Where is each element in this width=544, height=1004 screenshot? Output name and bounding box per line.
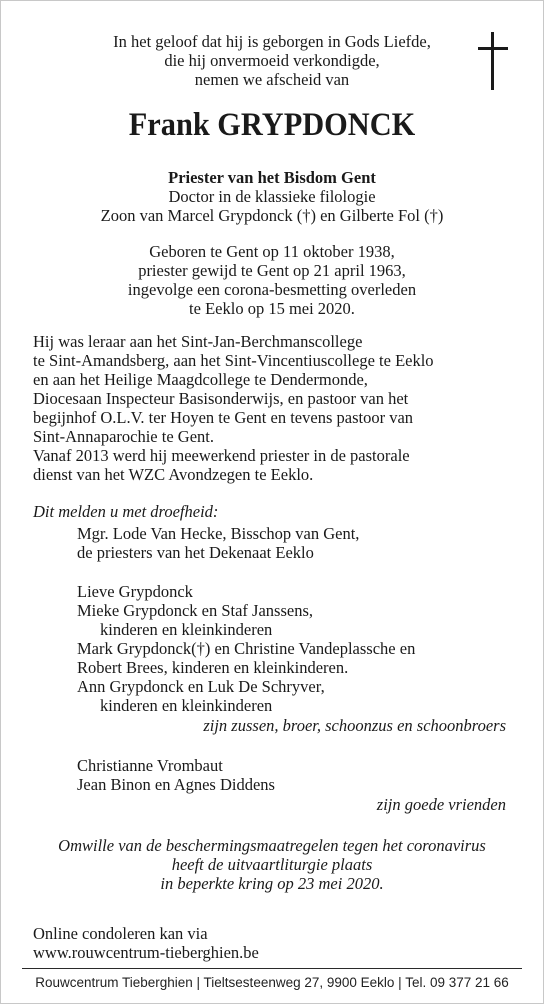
notice-line-3: in beperkte kring op 23 mei 2020. [160,874,384,893]
family-line-2: Mieke Grypdonck en Staf Janssens, [77,601,313,620]
notice-line-1: Omwille van de beschermingsmaatregelen tegen het coronavirus [58,836,486,855]
family-line-6: Ann Grypdonck en Luk De Schryver, [77,677,325,696]
bio-line-4: Diocesaan Inspecteur Basisonderwijs, en pastoor van het [33,389,409,408]
online-text: Online condoleren kan via [33,924,208,943]
bio-line-5: begijnhof O.L.V. ter Hoyen te Gent en tevens pastoor van [33,408,414,427]
online-website-link[interactable]: www.rouwcentrum-tieberghien.be [33,943,259,962]
bio-line-3: en aan het Heilige Maagdcollege te Dendermonde, [33,370,368,389]
family-line-1: Lieve Grypdonck [77,582,193,601]
family-relation-note: zijn zussen, broer, schoonzus en schoonbroers [203,716,506,735]
family-line-3: kinderen en kleinkinderen [100,620,273,639]
bio-line-8: dienst van het WZC Avondzegen te Eeklo. [33,465,314,484]
deceased-name: Frank GRYPDONCK [128,107,416,143]
clergy-line-2: de priesters van het Dekenaat Eeklo [77,543,314,562]
bio-line-7: Vanaf 2013 werd hij meewerkend priester in de pastorale [33,446,410,465]
friend-line-1: Christianne Vrombaut [77,756,223,775]
footer-contact: Rouwcentrum Tieberghien | Tieltsesteenweg 27, 9900 Eeklo | Tel. 09 377 21 66 [35,975,509,990]
birth-line-3: ingevolge een corona-besmetting overleden [127,280,417,299]
bio-line-1: Hij was leraar aan het Sint-Jan-Berchmanscollege [33,332,363,351]
intro-line-2: die hij onvermoeid verkondigde, [164,51,380,70]
friend-line-2: Jean Binon en Agnes Diddens [77,775,275,794]
footer-divider [22,968,522,969]
bio-line-2: te Sint-Amandsberg, aan het Sint-Vincentiuscollege te Eeklo [33,351,434,370]
birth-line-4: te Eeklo op 15 mei 2020. [189,299,355,318]
title-doctor: Doctor in de klassieke filologie [168,187,376,206]
notice-line-2: heeft de uitvaartliturgie plaats [171,855,373,874]
intro-line-3: nemen we afscheid van [194,70,350,89]
intro-line-1: In het geloof dat hij is geborgen in Gods Liefde, [113,32,431,51]
title-priest: Priester van het Bisdom Gent [168,168,376,187]
bio-line-6: Sint-Annaparochie te Gent. [33,427,214,446]
title-parents: Zoon van Marcel Grypdonck (†) en Gilberte Fol (†) [100,206,444,225]
clergy-line-1: Mgr. Lode Van Hecke, Bisschop van Gent, [77,524,360,543]
birth-line-2: priester gewijd te Gent op 21 april 1963, [138,261,406,280]
family-line-4: Mark Grypdonck(†) en Christine Vandeplassche en [77,639,416,658]
family-line-5: Robert Brees, kinderen en kleinkinderen. [77,658,349,677]
birth-line-1: Geboren te Gent op 11 oktober 1938, [149,242,395,261]
family-line-7: kinderen en kleinkinderen [100,696,273,715]
friends-relation-note: zijn goede vrienden [376,795,506,814]
mourners-heading: Dit melden u met droefheid: [33,502,219,521]
